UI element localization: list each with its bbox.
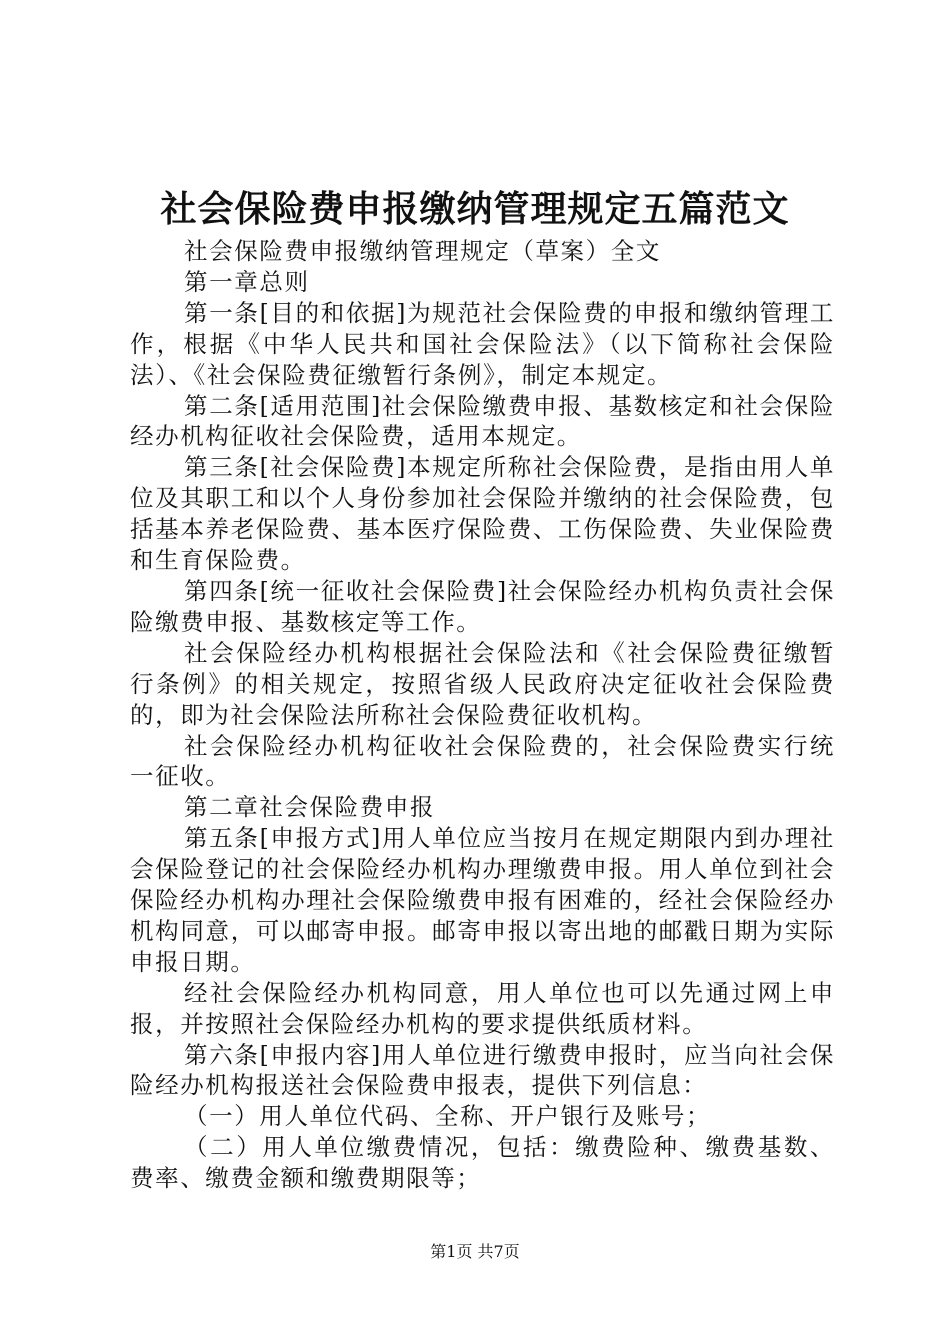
paragraph-chapter-1: 第一章总则 <box>184 267 310 296</box>
document-title: 社会保险费申报缴纳管理规定五篇范文 <box>160 188 790 230</box>
paragraph-article-5-clause-2: 经社会保险经办机构同意，用人单位也可以先通过网上申报，并按照社会保险经办机构的要求提供纸质材料。 <box>130 978 835 1038</box>
paragraph-article-6-item-1: （一）用人单位代码、全称、开户银行及账号； <box>184 1102 712 1131</box>
paragraph-article-6-item-2: （二）用人单位缴费情况，包括：缴费险种、缴费基数、费率、缴费金额和缴费期限等； <box>130 1133 835 1193</box>
paragraph-article-6: 第六条[申报内容]用人单位进行缴费申报时，应当向社会保险经办机构报送社会保险费申报表，提供下列信息： <box>130 1040 835 1100</box>
page-number-footer: 第1页 共7页 <box>430 1242 520 1261</box>
paragraph-article-3: 第三条[社会保险费]本规定所称社会保险费，是指由用人单位及其职工和以个人身份参加社会保险并缴纳的社会保险费，包括基本养老保险费、基本医疗保险费、工伤保险费、失业保险费和生育保险费。 <box>130 453 835 575</box>
paragraph-article-5: 第五条[申报方式]用人单位应当按月在规定期限内到办理社会保险登记的社会保险经办机构办理缴费申报。用人单位到社会保险经办机构办理社会保险缴费申报有困难的，经社会保险经办机构同意，可以邮寄申报。邮寄申报以寄出地的邮戳日期为实际申报日期。 <box>130 824 835 976</box>
document-body <box>130 236 835 1194</box>
paragraph-chapter-2: 第二章社会保险费申报 <box>184 793 436 822</box>
paragraph-article-4: 第四条[统一征收社会保险费]社会保险经办机构负责社会保险缴费申报、基数核定等工作。 <box>130 576 835 636</box>
paragraph-subtitle: 社会保险费申报缴纳管理规定（草案）全文 <box>184 237 661 265</box>
paragraph-article-4-clause-3: 社会保险经办机构征收社会保险费的，社会保险费实行统一征收。 <box>130 731 835 791</box>
paragraph-article-4-clause-2: 社会保险经办机构根据社会保险法和《社会保险费征缴暂行条例》的相关规定，按照省级人民政府决定征收社会保险费的，即为社会保险法所称社会保险费征收机构。 <box>130 638 835 729</box>
paragraph-article-2: 第二条[适用范围]社会保险缴费申报、基数核定和社会保险经办机构征收社会保险费，适用本规定。 <box>130 391 835 451</box>
paragraph-article-1: 第一条[目的和依据]为规范社会保险费的申报和缴纳管理工作，根据《中华人民共和国社会保险法》（以下简称社会保险法）、《社会保险费征缴暂行条例》，制定本规定。 <box>130 298 835 389</box>
